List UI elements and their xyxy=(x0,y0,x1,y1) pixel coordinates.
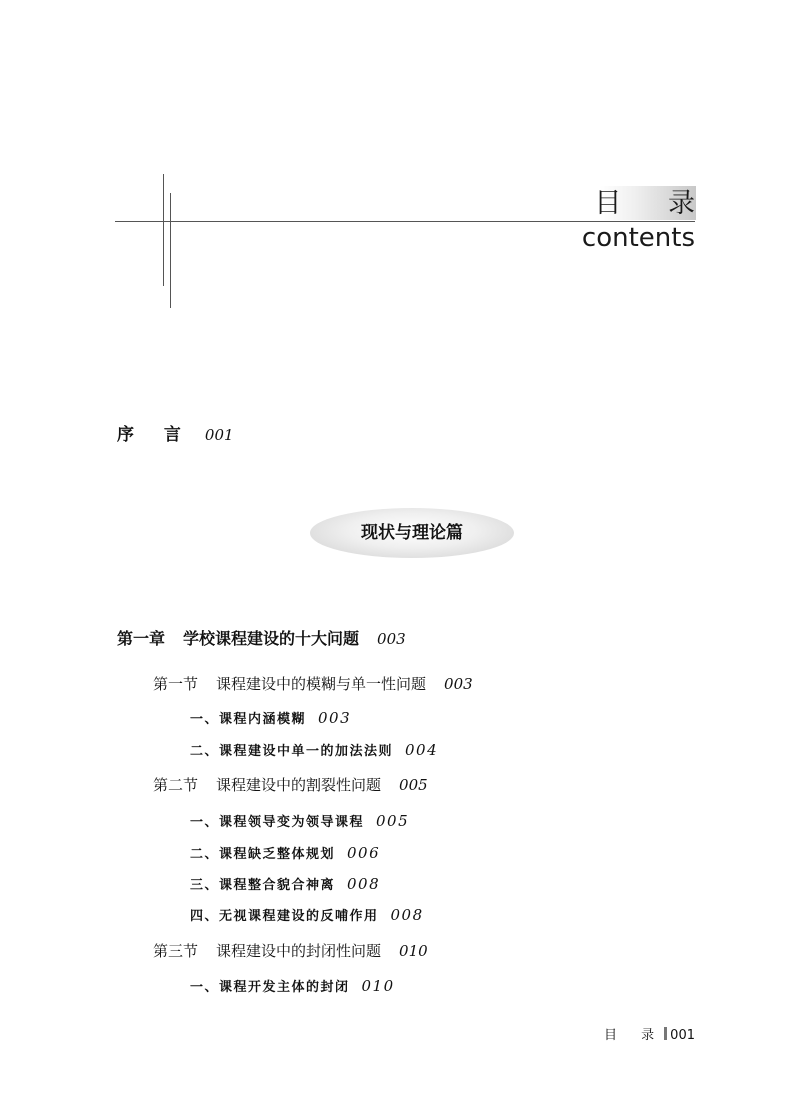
item-page: 008 xyxy=(347,875,381,893)
header-vertical-rule-1 xyxy=(163,174,164,286)
item-page: 006 xyxy=(347,844,381,862)
item-page: 010 xyxy=(361,977,395,995)
chapter-title: 学校课程建设的十大问题 xyxy=(183,629,360,648)
item-page: 005 xyxy=(376,812,410,830)
chapter-page: 003 xyxy=(377,630,406,648)
section-page: 003 xyxy=(444,675,473,693)
header-vertical-rule-2 xyxy=(170,193,171,308)
item-title: 三、课程整合貌合神离 xyxy=(190,878,336,893)
section-label: 第一节 xyxy=(153,675,199,693)
toc-section-2[interactable] xyxy=(153,774,428,796)
item-title: 一、课程领导变为领导课程 xyxy=(190,815,365,830)
toc-preface[interactable] xyxy=(117,424,234,446)
item-title: 一、课程开发主体的封闭 xyxy=(190,980,350,995)
item-title: 二、课程缺乏整体规划 xyxy=(190,847,336,862)
section-page: 005 xyxy=(399,776,428,794)
section-page: 010 xyxy=(399,942,428,960)
part-title: 现状与理论篇 xyxy=(361,523,463,543)
toc-item[interactable] xyxy=(190,873,380,897)
item-page: 003 xyxy=(318,709,352,727)
page-footer xyxy=(604,1026,695,1046)
section-title: 课程建设中的模糊与单一性问题 xyxy=(216,675,427,693)
footer-divider xyxy=(664,1027,667,1040)
item-title: 一、课程内涵模糊 xyxy=(190,712,307,727)
page-title: 目 录 xyxy=(594,188,714,219)
item-page: 004 xyxy=(405,741,439,759)
chapter-label: 第一章 xyxy=(117,629,166,648)
toc-item[interactable] xyxy=(190,739,438,763)
item-title: 四、无视课程建设的反哺作用 xyxy=(190,909,379,924)
section-label: 第二节 xyxy=(153,776,199,794)
section-title: 课程建设中的割裂性问题 xyxy=(216,776,382,794)
toc-item[interactable] xyxy=(190,842,380,866)
toc-item[interactable] xyxy=(190,810,409,834)
section-title: 课程建设中的封闭性问题 xyxy=(216,942,382,960)
footer-label: 目 录 xyxy=(604,1028,665,1043)
toc-section-1[interactable] xyxy=(153,673,473,695)
section-label: 第三节 xyxy=(153,942,199,960)
footer-page-number: 001 xyxy=(670,1028,695,1043)
toc-chapter-1[interactable] xyxy=(117,628,406,650)
toc-item[interactable] xyxy=(190,707,351,731)
toc-item[interactable] xyxy=(190,975,395,999)
toc-section-3[interactable] xyxy=(153,940,428,962)
item-page: 008 xyxy=(390,906,424,924)
page-subtitle: contents xyxy=(581,223,695,253)
preface-page: 001 xyxy=(204,426,234,444)
preface-label: 序 言 xyxy=(117,425,193,445)
toc-item[interactable] xyxy=(190,904,424,928)
item-title: 二、课程建设中单一的加法法则 xyxy=(190,744,394,759)
